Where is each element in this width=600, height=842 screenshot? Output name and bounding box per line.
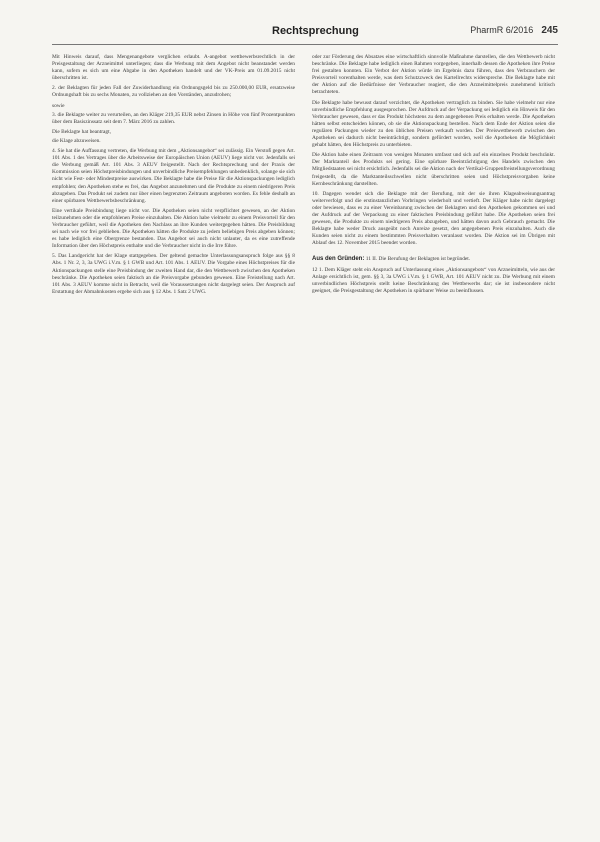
journal-issue: PharmR 6/2016 bbox=[470, 25, 534, 35]
paragraph: 12 1. Dem Kläger steht ein Anspruch auf Unterlassung eines „Aktionsangebots“ von Arzneimitteln, wie aus der Anlage ersichtlich ist, gem. §§ 3, 3a UWG i.V.m. § 1 GWB, Art. 101 AEUV nicht zu. Die Werbung mit einem unverbindlichen Höchstpreis stellt keine Beschränkung des Wettbewerbs dar; sie ist insbesondere nicht geeignet, die Preisgestaltung der Apotheken in spürbarer Weise zu beeinflussen. bbox=[312, 266, 555, 294]
left-column bbox=[52, 54, 295, 299]
paragraph: 3. die Beklagte weiter zu verurteilen, an den Kläger 219,35 EUR nebst Zinsen in Höhe von fünf Prozentpunkten über dem Basiszinssatz seit dem 7. März 2016 zu zahlen. bbox=[52, 111, 295, 125]
right-column bbox=[312, 54, 555, 298]
page-number: 245 bbox=[541, 25, 558, 36]
reasons-intro bbox=[312, 256, 555, 263]
section-title: Rechtsprechung bbox=[272, 25, 359, 37]
paragraph: Die Beklagte hat beantragt, bbox=[52, 128, 111, 135]
paragraph: sowie bbox=[52, 102, 65, 109]
paragraph: 2. der Beklagten für jeden Fall der Zuwiderhandlung ein Ordnungsgeld bis zu 250.000,00 EUR, ersatzweise Ordnungshaft bis zu sechs Monaten, zu vollziehen an den Vorständen, anzudrohen; bbox=[52, 85, 295, 99]
paragraph: 4. Sie hat die Auffassung vertreten, die Werbung mit dem „Aktionsangebot“ sei zulässig. Ein Verstoß gegen Art. 101 Abs. 1 des Vertrages über die Arbeitsweise der Europäischen Union (AEUV) liege nicht vor. Jedenfalls sei die Werbung gemäß Art. 101 Abs. 3 AEUV freigestellt. Nach der Rechtsprechung und der Praxis der Kommission seien Höchstpreisbindungen und unverbindliche Preisempfehlungen unbedenklich, solange sie sich nicht wie Fest- oder Mindestpreise auswirken. Die Beklagte habe die Preise für die Aktionspackungen lediglich empfohlen; den Apotheken stehe es frei, das Angebot anzunehmen und die Produkte zu einem niedrigeren Preis abzugeben. Das Produkt sei zudem nur über einen begrenzten Zeitraum angeboten worden. Es fehle deshalb an einer spürbaren Wettbewerbsbeschränkung. bbox=[52, 148, 295, 204]
paragraph: Die Beklagte habe bewusst darauf verzichtet, die Apotheken vertraglich zu binden. Sie habe vielmehr nur eine unverbindliche Empfehlung ausgesprochen. Der Aufdruck auf der Verpackung sei lediglich ein Hinweis für den Verbraucher gewesen, dass er das Produkt höchstens zu dem angegebenen Preis erhalten werde. Die Apotheken hätten selbst entscheiden können, ob sie die Aktionspackung bestellen. Nach dem Ende der Aktion seien die regulären Packungen wieder zu den üblichen Preisen verkauft worden. Der Preiswettbewerb zwischen den Apotheken sei dadurch nicht beeinträchtigt, sondern gefördert worden, weil die Apotheken die Möglichkeit gehabt hätten, den Höchstpreis zu unterbieten. bbox=[312, 99, 555, 149]
reasons-heading: Aus den Gründen: bbox=[312, 256, 365, 263]
paragraph: Die Aktion habe einen Zeitraum von wenigen Monaten umfasst und sich auf ein einzelnes Produkt beschränkt. Der Marktanteil des Produkts sei gering. Eine spürbare Beeinträchtigung des Handels zwischen den Mitgliedstaaten sei nicht ersichtlich. Jedenfalls sei die Aktion nach der Vertikal-Gruppenfreistellungsverordnung freigestellt, da die Marktanteilsschwellen nicht überschritten seien und Höchstpreisvorgaben keine Kernbeschränkung darstellten. bbox=[312, 152, 555, 187]
paragraph: 5. Das Landgericht hat der Klage stattgegeben. Der geltend gemachte Unterlassungsanspruch folge aus §§ 8 Abs. 1 Nr. 2, 3, 3a UWG i.V.m. § 1 GWB und Art. 101 Abs. 1 AEUV. Die Vorgabe eines Höchstpreises für die Aktionspackungen stelle eine Preisbindung der zweiten Hand dar, die den Wettbewerb zwischen den Apotheken beschränke. Die Apotheken seien faktisch an die Preisvorgabe gebunden gewesen. Eine Freistellung nach Art. 101 Abs. 3 AEUV komme nicht in Betracht, weil die Voraussetzungen nicht dargelegt seien. Der Anspruch auf Erstattung der Abmahnkosten ergebe sich aus § 12 Abs. 1 Satz 2 UWG. bbox=[52, 253, 295, 295]
paragraph: Mit Hinweis darauf, dass Mengenangebote verglichen erlaubt. A-angebot wettbewerbsrechtlich in der Preisgestaltung der Arzneimittel unterliegen; dass die Werbung mit dem Angebot nicht beanstandet werden kann, sofern es sich um eine Abgabe in den Apotheken handelt und der VK-Preis am 01.09.2015 nicht überschritten ist. bbox=[52, 54, 295, 82]
paragraph: Eine vertikale Preisbindung liege nicht vor. Die Apotheken seien nicht verpflichtet gewesen, an der Aktion teilzunehmen oder die empfohlenen Preise einzuhalten. Die Aktion habe vielmehr zu einem Preisvorteil für den Verbraucher geführt, weil die Apotheken den Nachlass an ihre Kunden weitergegeben hätten. Die Preisbildung sei nach wie vor frei geblieben. Die Apotheken hätten die Produkte zu jedem beliebigen Preis abgeben können; es habe lediglich eine Obergrenze bestanden. Das Angebot sei auch nicht unlauter, da es eine zutreffende Information über den Höchstpreis enthalte und die Verbraucher nicht in die Irre führe. bbox=[52, 207, 295, 250]
journal-reference bbox=[470, 25, 558, 36]
paragraph: oder zur Förderung des Absatzes eine wirtschaftlich sinnvolle Maßnahme darstellen, die den Wettbewerb nicht beschränke. Die Beklagte habe lediglich einen Rahmen vorgegeben, innerhalb dessen die Apotheken ihre Preise frei gestalten konnten. Ein Verbot der Aktion würde im Ergebnis dazu führen, dass den Verbrauchern der Preisvorteil vorenthalten werde, was dem Schutzzweck des Kartellrechts widerspreche. Die Beklagte habe mit der Aktion auf die Bedürfnisse der Verbraucher reagiert, die den Arzneimittelpreis zunehmend kritisch betrachteten. bbox=[312, 54, 555, 96]
paragraph: 10. Dagegen wendet sich die Beklagte mit der Berufung, mit der sie ihren Klageabweisungsantrag weiterverfolgt und die erstinstanzlichen Vorbringen wiederholt und vertieft. Der Kläger habe nicht dargelegt oder bewiesen, dass es zu einer Vereinbarung zwischen der Beklagten und den Apotheken gekommen sei und der Aufdruck auf der Verpackung zu einer faktischen Preisbindung geführt habe. Die Apotheken seien frei gewesen, die Produkte zu einem niedrigeren Preis abzugeben, und hätten davon auch Gebrauch gemacht. Die Beklagte habe weder Druck ausgeübt noch Anreize gesetzt, den angegebenen Preis einzuhalten. Auch die Kunden seien nicht zu einem bestimmten Preisverhalten veranlasst worden. Die Aktion sei im Übrigen mit Ablauf des 12. November 2015 beendet worden. bbox=[312, 190, 555, 247]
running-header bbox=[52, 22, 558, 45]
reasons-intro-text: 11 II. Die Berufung der Beklagten ist begründet. bbox=[365, 256, 471, 263]
paragraph: die Klage abzuweisen. bbox=[52, 137, 101, 144]
